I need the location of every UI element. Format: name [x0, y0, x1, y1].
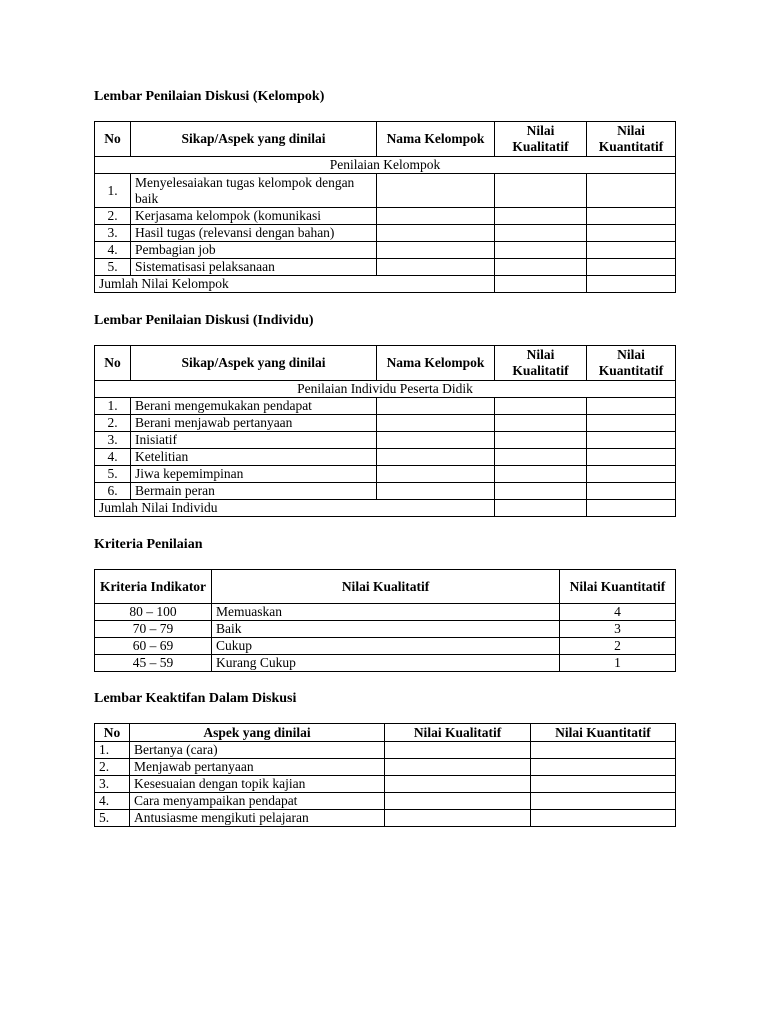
quantitative-cell[interactable] — [587, 174, 676, 208]
group-name-cell[interactable] — [377, 483, 495, 500]
header-indicator: Kriteria Indikator — [95, 570, 212, 604]
row-aspect: Kerjasama kelompok (komunikasi — [131, 208, 377, 225]
table-row — [95, 604, 676, 621]
quantitative-cell[interactable] — [587, 415, 676, 432]
qualitative-cell[interactable] — [495, 208, 587, 225]
row-number: 6. — [95, 483, 131, 500]
header-group-name: Nama Kelompok — [377, 346, 495, 381]
qualitative-cell[interactable] — [495, 415, 587, 432]
table-row — [95, 398, 676, 415]
table-row — [95, 655, 676, 672]
group-name-cell[interactable] — [377, 449, 495, 466]
row-number: 4. — [95, 793, 130, 810]
group-name-cell[interactable] — [377, 208, 495, 225]
row-aspect: Jiwa kepemimpinan — [131, 466, 377, 483]
header-aspect: Sikap/Aspek yang dinilai — [131, 122, 377, 157]
row-number: 2. — [95, 208, 131, 225]
table-row — [95, 810, 676, 827]
qualitative-cell[interactable] — [495, 432, 587, 449]
section-label: Penilaian Kelompok — [95, 157, 676, 174]
row-number: 3. — [95, 776, 130, 793]
quantitative-cell[interactable] — [587, 432, 676, 449]
total-row — [95, 276, 676, 293]
activity-title: Lembar Keaktifan Dalam Diskusi — [94, 691, 297, 706]
row-number: 2. — [95, 759, 130, 776]
group-name-cell[interactable] — [377, 242, 495, 259]
row-number: 4. — [95, 449, 131, 466]
table-row — [95, 242, 676, 259]
header-no: No — [95, 346, 131, 381]
score-range: 80 – 100 — [95, 604, 212, 621]
quantitative-cell[interactable] — [531, 776, 676, 793]
header-qualitative: Nilai Kualitatif — [495, 122, 587, 157]
row-aspect: Berani mengemukakan pendapat — [131, 398, 377, 415]
quantitative-cell[interactable] — [531, 759, 676, 776]
row-aspect: Ketelitian — [131, 449, 377, 466]
qualitative-cell[interactable] — [385, 759, 531, 776]
table-row — [95, 225, 676, 242]
row-aspect: Menjawab pertanyaan — [130, 759, 385, 776]
qualitative-cell[interactable] — [495, 398, 587, 415]
group-name-cell[interactable] — [377, 415, 495, 432]
table-row — [95, 174, 676, 208]
row-number: 2. — [95, 415, 131, 432]
total-label: Jumlah Nilai Kelompok — [95, 276, 495, 293]
quantitative-cell[interactable] — [587, 225, 676, 242]
table-row — [95, 638, 676, 655]
qualitative-cell[interactable] — [495, 466, 587, 483]
quality-label: Kurang Cukup — [212, 655, 560, 672]
group-name-cell[interactable] — [377, 174, 495, 208]
table-row — [95, 208, 676, 225]
group-name-cell[interactable] — [377, 225, 495, 242]
quality-label: Memuaskan — [212, 604, 560, 621]
header-qualitative: Nilai Kualitatif — [385, 724, 531, 742]
row-number: 5. — [95, 259, 131, 276]
header-aspect: Aspek yang dinilai — [130, 724, 385, 742]
total-qualitative-cell[interactable] — [495, 500, 587, 517]
section-label: Penilaian Individu Peserta Didik — [95, 381, 676, 398]
quality-label: Cukup — [212, 638, 560, 655]
table-header-row — [95, 724, 676, 742]
table-row — [95, 621, 676, 638]
score-range: 70 – 79 — [95, 621, 212, 638]
score-range: 45 – 59 — [95, 655, 212, 672]
header-qualitative: Nilai Kualitatif — [212, 570, 560, 604]
row-aspect: Pembagian job — [131, 242, 377, 259]
row-number: 5. — [95, 810, 130, 827]
table-header-row — [95, 122, 676, 157]
quantitative-cell[interactable] — [587, 449, 676, 466]
qualitative-cell[interactable] — [385, 793, 531, 810]
quantitative-cell[interactable] — [587, 466, 676, 483]
row-aspect: Cara menyampaikan pendapat — [130, 793, 385, 810]
row-aspect: Sistematisasi pelaksanaan — [131, 259, 377, 276]
row-number: 3. — [95, 225, 131, 242]
qualitative-cell[interactable] — [495, 242, 587, 259]
row-aspect: Antusiasme mengikuti pelajaran — [130, 810, 385, 827]
table-row — [95, 742, 676, 759]
individual-assessment-title: Lembar Penilaian Diskusi (Individu) — [94, 313, 314, 328]
criteria-table — [94, 569, 676, 672]
score-value: 2 — [560, 638, 676, 655]
section-row — [95, 381, 676, 398]
qualitative-cell[interactable] — [495, 225, 587, 242]
qualitative-cell[interactable] — [495, 449, 587, 466]
group-name-cell[interactable] — [377, 259, 495, 276]
header-quantitative: Nilai Kuantitatif — [587, 346, 676, 381]
row-aspect: Berani menjawab pertanyaan — [131, 415, 377, 432]
header-no: No — [95, 724, 130, 742]
quantitative-cell[interactable] — [531, 742, 676, 759]
table-row — [95, 793, 676, 810]
total-label: Jumlah Nilai Individu — [95, 500, 495, 517]
table-row — [95, 432, 676, 449]
total-quantitative-cell[interactable] — [587, 500, 676, 517]
row-number: 4. — [95, 242, 131, 259]
table-header-row — [95, 346, 676, 381]
score-value: 4 — [560, 604, 676, 621]
quantitative-cell[interactable] — [587, 483, 676, 500]
group-assessment-title: Lembar Penilaian Diskusi (Kelompok) — [94, 89, 325, 104]
header-no: No — [95, 122, 131, 157]
score-value: 3 — [560, 621, 676, 638]
table-row — [95, 483, 676, 500]
row-aspect: Bermain peran — [131, 483, 377, 500]
quantitative-cell[interactable] — [587, 208, 676, 225]
header-aspect: Sikap/Aspek yang dinilai — [131, 346, 377, 381]
row-aspect: Menyelesaiakan tugas kelompok dengan baik — [131, 174, 377, 208]
group-assessment-table — [94, 121, 676, 293]
group-name-cell[interactable] — [377, 432, 495, 449]
header-quantitative: Nilai Kuantitatif — [531, 724, 676, 742]
qualitative-cell[interactable] — [495, 259, 587, 276]
score-range: 60 – 69 — [95, 638, 212, 655]
table-row — [95, 449, 676, 466]
row-aspect: Hasil tugas (relevansi dengan bahan) — [131, 225, 377, 242]
qualitative-cell[interactable] — [495, 174, 587, 208]
qualitative-cell[interactable] — [495, 483, 587, 500]
qualitative-cell[interactable] — [385, 776, 531, 793]
table-row — [95, 466, 676, 483]
header-qualitative: Nilai Kualitatif — [495, 346, 587, 381]
qualitative-cell[interactable] — [385, 742, 531, 759]
activity-table — [94, 723, 676, 827]
total-qualitative-cell[interactable] — [495, 276, 587, 293]
quantitative-cell[interactable] — [531, 810, 676, 827]
row-number: 1. — [95, 742, 130, 759]
table-row — [95, 415, 676, 432]
table-row — [95, 759, 676, 776]
table-row — [95, 259, 676, 276]
individual-assessment-table — [94, 345, 676, 517]
quality-label: Baik — [212, 621, 560, 638]
group-name-cell[interactable] — [377, 398, 495, 415]
header-quantitative: Nilai Kuantitatif — [560, 570, 676, 604]
quantitative-cell[interactable] — [587, 259, 676, 276]
row-number: 1. — [95, 174, 131, 208]
row-aspect: Kesesuaian dengan topik kajian — [130, 776, 385, 793]
header-group-name: Nama Kelompok — [377, 122, 495, 157]
section-row — [95, 157, 676, 174]
row-number: 3. — [95, 432, 131, 449]
table-row — [95, 776, 676, 793]
row-aspect: Inisiatif — [131, 432, 377, 449]
total-quantitative-cell[interactable] — [587, 276, 676, 293]
quantitative-cell[interactable] — [531, 793, 676, 810]
header-quantitative: Nilai Kuantitatif — [587, 122, 676, 157]
qualitative-cell[interactable] — [385, 810, 531, 827]
row-number: 5. — [95, 466, 131, 483]
group-name-cell[interactable] — [377, 466, 495, 483]
score-value: 1 — [560, 655, 676, 672]
quantitative-cell[interactable] — [587, 242, 676, 259]
table-header-row — [95, 570, 676, 604]
criteria-title: Kriteria Penilaian — [94, 537, 203, 552]
quantitative-cell[interactable] — [587, 398, 676, 415]
row-aspect: Bertanya (cara) — [130, 742, 385, 759]
total-row — [95, 500, 676, 517]
row-number: 1. — [95, 398, 131, 415]
